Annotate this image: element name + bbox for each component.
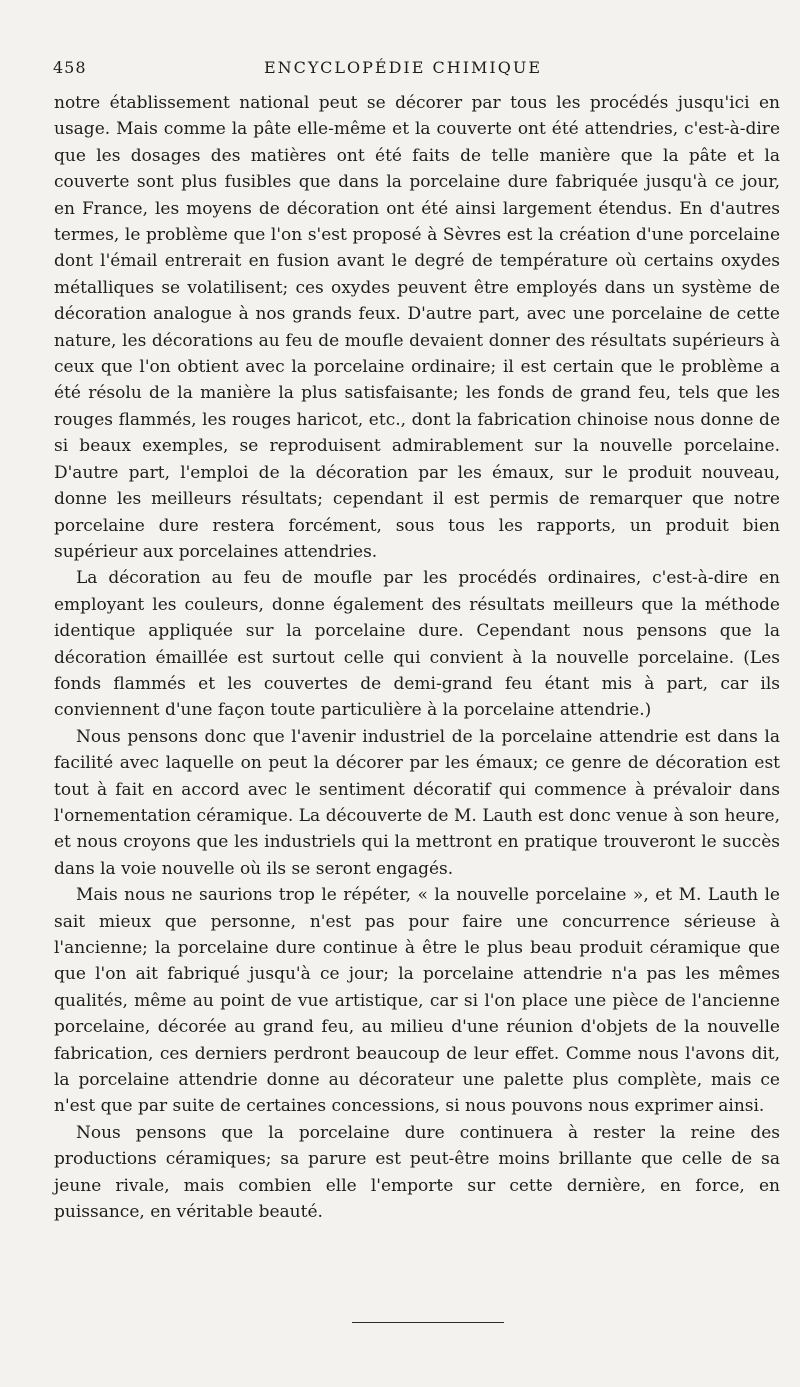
page-number: 458: [53, 58, 87, 77]
paragraph-4: Mais nous ne saurions trop le répéter, « la nouvelle porcelaine », et M. Lauth le sait mieux que personne, n'est pas pour faire une concurrence sérieuse à l'ancienne; la porcelaine dure continue à être le plus beau produit céramique que que l'on ait fabriqué jusqu'à ce jour; la porcelaine attendrie n'a pas les mêmes qualités, même au point de vue artistique, car si l'on place une pièce de l'ancienne porcelaine, décorée au grand feu, au milieu d'une réunion d'objets de la nouvelle fabrication, ces derniers perdront beaucoup de leur effet. Comme nous l'avons dit, la porcelaine attendrie donne au décorateur une palette plus complète, mais ce n'est que par suite de certaines concessions, si nous pouvons nous exprimer ainsi.: [54, 885, 780, 1117]
body-text: [54, 90, 780, 1225]
paragraph-2: La décoration au feu de moufle par les procédés ordinaires, c'est-à-dire en employant les couleurs, donne également des résultats meilleurs que la méthode identique appliquée sur la porcelaine dure. Cependant nous pensons que la décoration émaillée est surtout celle qui convient à la nouvelle porcelaine. (Les fonds flammés et les couvertes de demi-grand feu étant mis à part, car ils conviennent d'une façon toute particulière à la porcelaine attendrie.): [54, 568, 780, 721]
end-rule: [352, 1322, 504, 1323]
page-header: [53, 58, 753, 80]
paragraph-1: notre établissement national peut se décorer par tous les procédés jusqu'ici en usage. Mais comme la pâte elle-même et la couverte ont été attendries, c'est-à-dire que les dosages des matières ont été faits de telle manière que la pâte et la couverte sont plus fusibles que dans la porcelaine dure fabriquée jusqu'à ce jour, en France, les moyens de décoration ont été ainsi largement étendus. En d'autres termes, le problème que l'on s'est proposé à Sèvres est la création d'une porcelaine dont l'émail entrerait en fusion avant le degré de température où certains oxydes métalliques se volatilisent; ces oxydes peuvent être employés dans un système de décoration analogue à nos grands feux. D'autre part, avec une porcelaine de cette nature, les décorations au feu de moufle devaient donner des résultats supérieurs à ceux que l'on obtient avec la porcelaine ordinaire; il est certain que le problème a été résolu de la manière la plus satisfaisante; les fonds de grand feu, tels que les rouges flammés, les rouges haricot, etc., dont la fabrication chinoise nous donne de si beaux exemples, se reproduisent admirablement sur la nouvelle porcelaine. D'autre part, l'emploi de la décoration par les émaux, sur le produit nouveau, donne les meilleurs résultats; cependant il est permis de remarquer que notre porcelaine dure restera forcément, sous tous les rapports, un produit bien supérieur aux porcelaines attendries.: [54, 93, 780, 562]
paragraph-5: Nous pensons que la porcelaine dure continuera à rester la reine des productions céramiques; sa parure est peut-être moins brillante que celle de sa jeune rivale, mais combien elle l'emporte sur cette dernière, en force, en puissance, en véritable beauté.: [54, 1122, 780, 1223]
running-title: ENCYCLOPÉDIE CHIMIQUE: [263, 58, 543, 77]
paragraph-3: Nous pensons donc que l'avenir industriel de la porcelaine attendrie est dans la facilité avec laquelle on peut la décorer par les émaux; ce genre de décoration est tout à fait en accord avec le sentiment décoratif qui commence à prévaloir dans l'ornementation céramique. La découverte de M. Lauth est donc venue à son heure, et nous croyons que les industriels qui la mettront en pratique trouveront le succès dans la voie nouvelle où ils se seront engagés.: [54, 726, 780, 879]
